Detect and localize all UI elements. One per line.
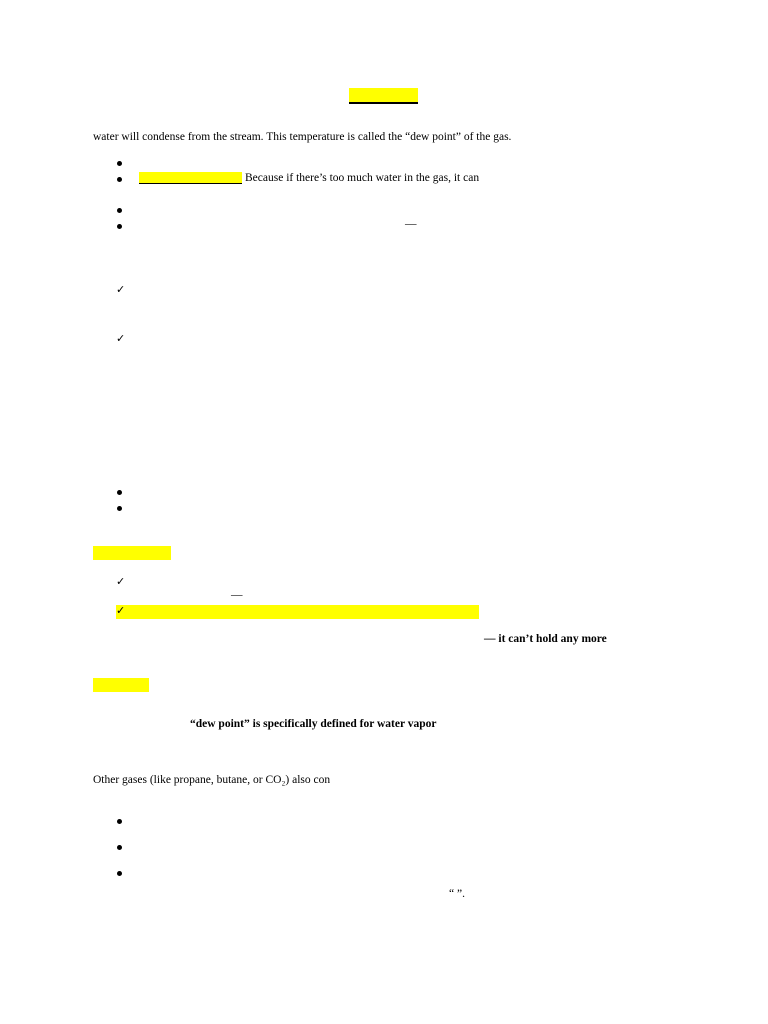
checkmark-icon: ✓ bbox=[116, 283, 126, 296]
section-heading-highlight bbox=[93, 546, 171, 560]
bullet-text-water: Because if there’s too much water in the gas, it can bbox=[245, 172, 480, 184]
section-heading-highlight bbox=[93, 678, 149, 692]
bullet-icon bbox=[117, 224, 122, 229]
bullet-icon bbox=[117, 161, 122, 166]
paragraph-other-gases: Other gases (like propane, butane, or CO₂) also con bbox=[93, 774, 331, 786]
title-highlight bbox=[349, 88, 418, 103]
blank-underline bbox=[139, 183, 242, 184]
title-underline bbox=[349, 102, 418, 104]
bullet-icon bbox=[117, 177, 122, 182]
bullet-icon bbox=[117, 845, 122, 850]
checkmark-icon: ✓ bbox=[116, 604, 126, 617]
bullet-icon bbox=[117, 490, 122, 495]
checkmark-icon: ✓ bbox=[116, 332, 126, 345]
bullet-icon bbox=[117, 871, 122, 876]
bullet-icon bbox=[117, 819, 122, 824]
bold-text-dew-point-definition: “dew point” is specifically defined for water vapor bbox=[190, 718, 437, 730]
paragraph-dew-point: water will condense from the stream. This temperature is called the “dew point” of the gas. bbox=[93, 131, 512, 143]
bullet-icon bbox=[117, 506, 122, 511]
dash-text: — bbox=[231, 589, 243, 601]
bold-text-cant-hold: — it can’t hold any more bbox=[484, 633, 607, 645]
quote-marks: “ ”. bbox=[449, 888, 465, 900]
checkmark-icon: ✓ bbox=[116, 575, 126, 588]
bullet-icon bbox=[117, 208, 122, 213]
highlighted-line bbox=[116, 605, 479, 619]
dash-text: — bbox=[405, 218, 417, 230]
